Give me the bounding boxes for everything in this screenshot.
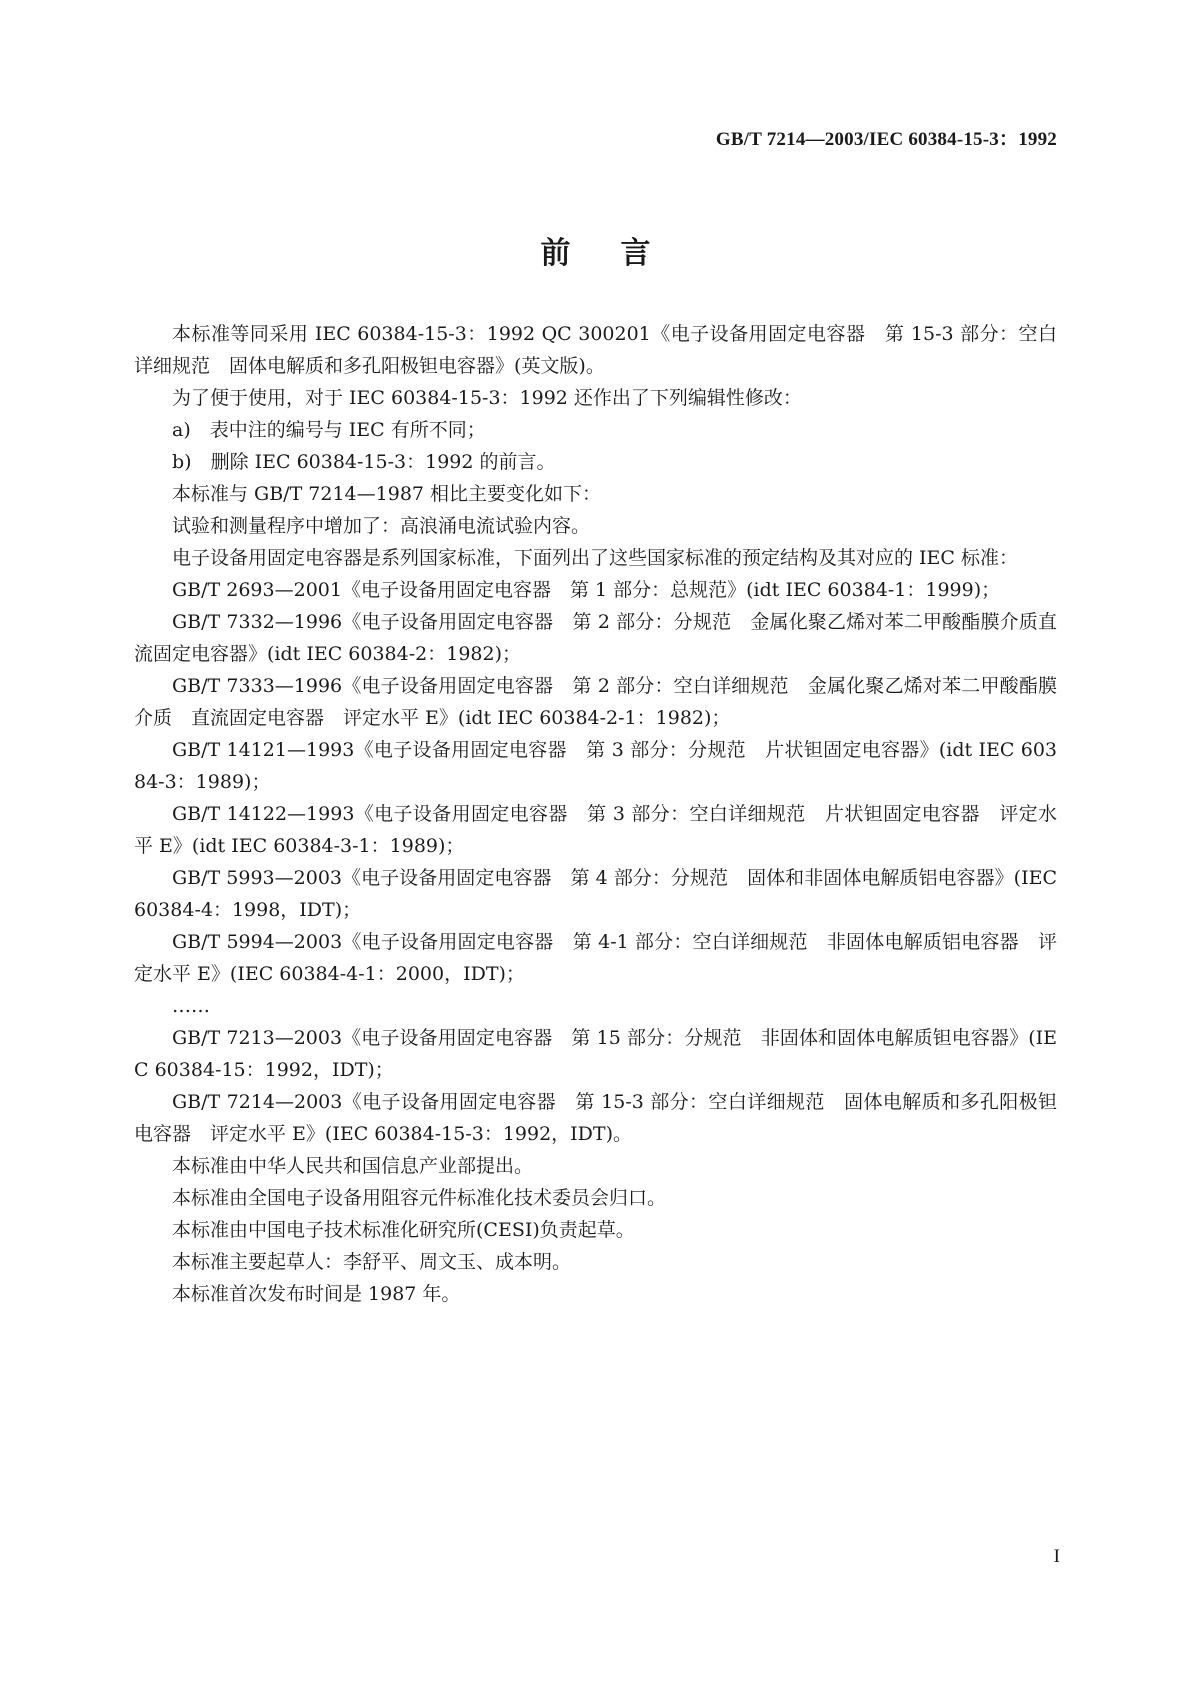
paragraph: 本标准由中华人民共和国信息产业部提出。 xyxy=(172,1155,534,1177)
page-number: I xyxy=(1053,1546,1060,1567)
paragraph: 本标准与 GB/T 7214—1987 相比主要变化如下： xyxy=(172,483,602,505)
standard-reference: GB/T 14122—1993《电子设备用固定电容器 第 3 部分：空白详细规范 片状钽固定电容器 评定水平 E》(idt IEC 60384-3-1：1989)； xyxy=(134,803,1057,857)
paragraph: 本标准主要起草人：李舒平、周文玉、成本明。 xyxy=(172,1251,572,1273)
paragraph: 为了便于使用，对于 IEC 60384-15-3：1992 还作出了下列编辑性修改： xyxy=(172,387,802,409)
standard-reference: GB/T 2693—2001《电子设备用固定电容器 第 1 部分：总规范》(idt IEC 60384-1：1999)； xyxy=(172,579,1001,601)
standard-reference: GB/T 5993—2003《电子设备用固定电容器 第 4 部分：分规范 固体和非固体电解质铝电容器》(IEC 60384-4：1998，IDT)； xyxy=(134,867,1057,921)
standard-reference: GB/T 7213—2003《电子设备用固定电容器 第 15 部分：分规范 非固体和固体电解质钽电容器》(IEC 60384-15：1992，IDT)； xyxy=(134,1027,1057,1081)
standard-reference: GB/T 5994—2003《电子设备用固定电容器 第 4-1 部分：空白详细规范 非固体电解质铝电容器 评定水平 E》(IEC 60384-4-1：2000，IDT)； xyxy=(134,931,1057,985)
standard-reference: GB/T 14121—1993《电子设备用固定电容器 第 3 部分：分规范 片状钽固定电容器》(idt IEC 60384-3：1989)； xyxy=(134,739,1057,793)
foreword-body xyxy=(134,318,1057,1310)
standard-code: GB/T 7214—2003/IEC 60384-15-3：1992 xyxy=(715,129,1057,150)
paragraph: 本标准由中国电子技术标准化研究所(CESI)负责起草。 xyxy=(172,1219,635,1241)
standard-reference: GB/T 7214—2003《电子设备用固定电容器 第 15-3 部分：空白详细规范 固体电解质和多孔阳极钽电容器 评定水平 E》(IEC 60384-15-3：1992，IDT)。 xyxy=(134,1091,1057,1145)
standard-reference: GB/T 7332—1996《电子设备用固定电容器 第 2 部分：分规范 金属化聚乙烯对苯二甲酸酯膜介质直流固定电容器》(idt IEC 60384-2：1982)； xyxy=(134,611,1057,665)
paragraph: 本标准首次发布时间是 1987 年。 xyxy=(172,1283,461,1305)
standard-reference: GB/T 7333—1996《电子设备用固定电容器 第 2 部分：空白详细规范 金属化聚乙烯对苯二甲酸酯膜介质 直流固定电容器 评定水平 E》(idt IEC 60384-2-1：1982)； xyxy=(134,675,1057,729)
paragraph: 试验和测量程序中增加了：高浪涌电流试验内容。 xyxy=(172,515,591,537)
paragraph: 本标准由全国电子设备用阻容元件标准化技术委员会归口。 xyxy=(172,1187,667,1209)
page-title: 前言 xyxy=(540,236,701,271)
list-item: b) 删除 IEC 60384-15-3：1992 的前言。 xyxy=(172,451,556,473)
ellipsis: …… xyxy=(172,995,210,1017)
paragraph: 本标准等同采用 IEC 60384-15-3：1992 QC 300201《电子设备用固定电容器 第 15-3 部分：空白详细规范 固体电解质和多孔阳极钽电容器》(英文版)。 xyxy=(134,323,1057,377)
paragraph: 电子设备用固定电容器是系列国家标准，下面列出了这些国家标准的预定结构及其对应的 IEC 标准： xyxy=(172,547,1018,569)
list-item: a) 表中注的编号与 IEC 有所不同； xyxy=(172,419,486,441)
